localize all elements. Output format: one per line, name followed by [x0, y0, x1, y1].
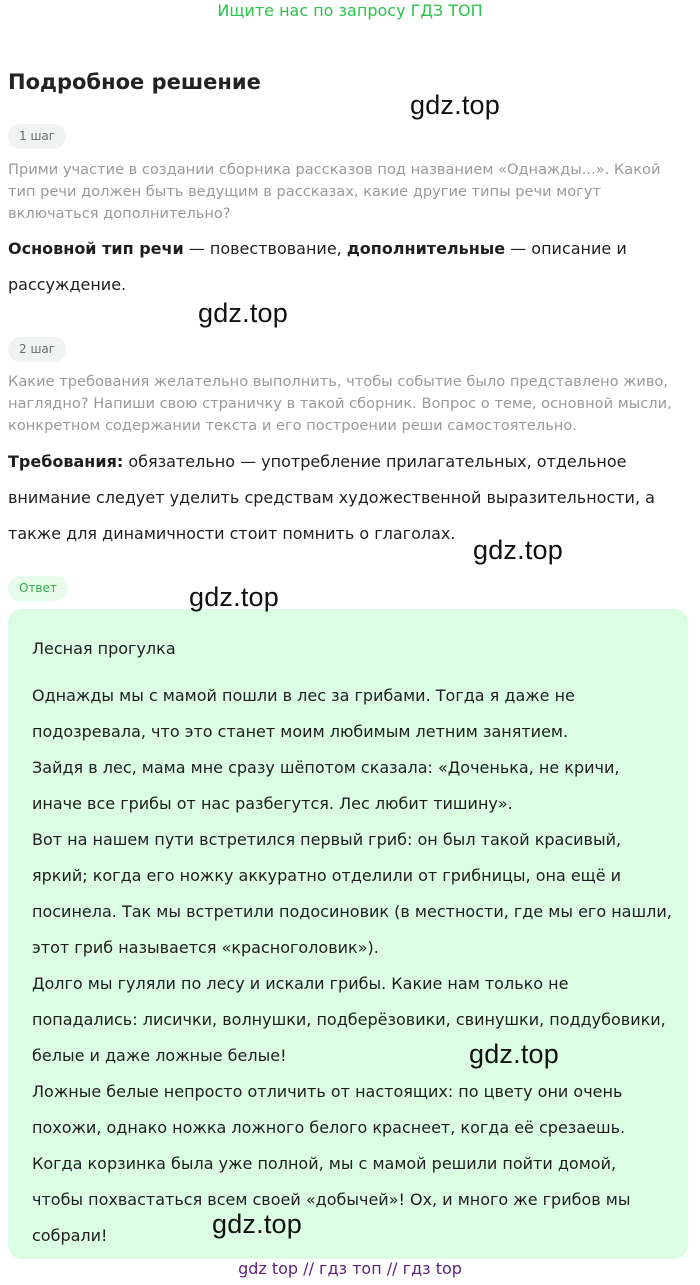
footer-link-gdz-top-mixed[interactable]: гдз top [402, 1259, 462, 1278]
watermark: gdz.top [198, 298, 288, 328]
step-2-badge: 2 шаг [8, 337, 66, 362]
search-hint-banner: Ищите нас по запросу ГДЗ ТОП [217, 1, 483, 20]
answer-paragraph: Однажды мы с мамой пошли в лес за грибами. Тогда я даже не подозревала, что это станет моим любимым летним занятием. [32, 686, 575, 741]
answer-paragraph: Долго мы гуляли по лесу и искали грибы. Какие нам только не попадались: лисички, волнушки, подберёзовики, свинушки, поддубовики, белые и даже ложные белые! [32, 974, 666, 1065]
answer-badge: Ответ [8, 576, 68, 601]
watermark: gdz.top [473, 535, 563, 565]
step-1-question: Прими участие в создании сборника рассказов под названием «Однажды...». Какой тип речи должен быть ведущим в рассказах, какие другие типы речи могут включаться дополнительно? [8, 161, 661, 222]
step-2-solution-part: обязательно — употребление прилагательных, отдельное внимание следует уделить средствам художественной выразительности, а также для динамичности стоит помнить о глаголах. [8, 452, 655, 543]
watermark: gdz.top [212, 1209, 302, 1239]
answer-box [8, 609, 688, 1259]
step-1-solution-part: — описание и рассуждение. [8, 239, 627, 294]
section-title: Подробное решение [8, 70, 261, 94]
watermark: gdz.top [189, 582, 279, 612]
step-1-solution [8, 231, 688, 303]
step-1-solution-part: Основной тип речи [8, 239, 184, 258]
answer-paragraph: Зайдя в лес, мама мне сразу шёпотом сказала: «Доченька, не кричи, иначе все грибы от нас разбегутся. Лес любит тишину». [32, 758, 620, 813]
step-1-badge: 1 шаг [8, 124, 66, 149]
answer-paragraph: Ложные белые непросто отличить от настоящих: по цвету они очень похожи, однако ножка ложного белого краснеет, когда её срезаешь. [32, 1082, 626, 1137]
footer-separator: // [386, 1259, 398, 1278]
footer-link-gdz-top-ru[interactable]: гдз топ [319, 1259, 382, 1278]
footer-link-gdz-top[interactable]: gdz top [238, 1259, 299, 1278]
answer-paragraph: Когда корзинка была уже полной, мы с мамой решили пойти домой, чтобы похвастаться всем своей «добычей»! Ох, и много же грибов мы собрали! [32, 1154, 631, 1245]
answer-paragraph: Вот на нашем пути встретился первый гриб: он был такой красивый, яркий; когда его ножку аккуратно отделили от грибницы, она ещё и посинела. Так мы встретили подосиновик (в местности, где мы его нашли, этот гриб называется «красноголовик»). [32, 830, 672, 957]
step-2-question: Какие требования желательно выполнить, чтобы событие было представлено живо, наглядно? Напиши свою страничку в такой сборник. Вопрос о теме, основной мысли, конкретном содержании текста и его построении реши самостоятельно. [8, 373, 672, 434]
watermark: gdz.top [410, 90, 500, 120]
answer-body [32, 678, 672, 1254]
footer-separator: // [303, 1259, 314, 1278]
step-1-solution-part: дополнительные [346, 239, 506, 258]
answer-title: Лесная прогулка [32, 639, 176, 658]
step-1-solution-part: — повествование, [183, 239, 347, 258]
step-2-solution-part: Требования: [8, 452, 124, 471]
footer-links [0, 1259, 700, 1278]
watermark: gdz.top [469, 1039, 559, 1069]
step-2-solution [8, 444, 688, 552]
